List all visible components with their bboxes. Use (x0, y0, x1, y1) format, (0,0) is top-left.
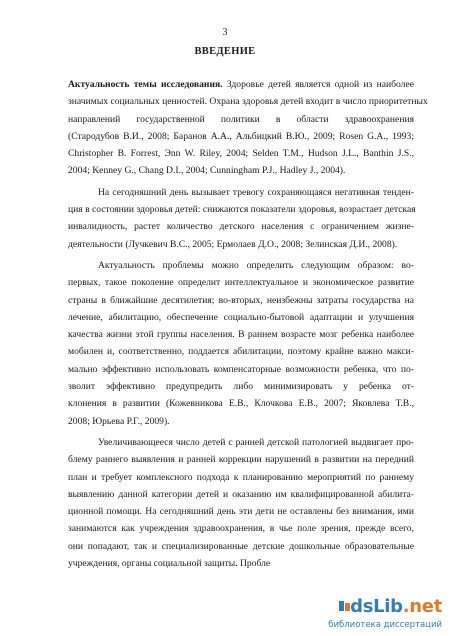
text-line: (Стародубов В.И., 2008; Баранов А.А., Альбицкий В.Ю., 2009; Rosen G.A., 1993; (68, 130, 414, 142)
text-line: блему раннего выявления и ранней коррекции нарушений в развитии на передний (68, 454, 414, 466)
lead-label: Актуальность темы исследования. (68, 79, 223, 90)
page-number: 3 (222, 27, 228, 38)
text-line-rest: Здоровье детей является одной из наиболее (222, 79, 414, 90)
paragraph (38, 257, 414, 430)
text-line: 2008; Юрьева Р.Г., 2009). (68, 415, 170, 427)
text-line: план и требует комплексного подхода к планированию мероприятий по раннему (68, 471, 414, 483)
paragraph (38, 184, 414, 253)
watermark-subtitle: библиотека диссертаций (328, 620, 442, 630)
text-line: Актуальность проблемы можно определить следующим образом: во- (98, 259, 414, 271)
text-line: клонения в развитии (Кожевникова Е.В., Клочкова Е.В., 2007; Яковлева Т.В., (68, 398, 414, 410)
text-line: инвалидность, растет количество детского населения с ограничением жизне- (68, 221, 414, 233)
text-line: первых, такое поколение определит интеллектуальное и экономическое развитие (68, 277, 414, 289)
text-line: На сегодняшний день вызывает тревогу сохраняющаяся негативная тенден- (98, 186, 414, 198)
text-line: ционной помощи. На сегодняшний день эти дети не оставлены без внимания, ими (68, 506, 414, 518)
text-line: значимых социальных ценностей. Охрана здоровья детей входит в число приоритетных (68, 96, 428, 108)
text-line: выявлению данной категории детей и оказанию им квалифицированной абилита- (68, 488, 414, 500)
text-line: качества жизни этой группы населения. В раннем возрасте мозг ребенка наиболее (68, 329, 414, 341)
watermark (330, 596, 442, 630)
text-line: мально эффективно использовать компенсаторные возможности ребенка, что по- (68, 363, 414, 375)
text-line: 2004; Kenney G., Chang D.I., 2004; Cunningham P.J., Hadley J., 2004). (68, 165, 346, 177)
text-line: направлений государственной политики в области здравоохранения (68, 113, 414, 125)
paragraph (38, 434, 414, 572)
text-line: Увеличивающееся число детей с ранней детской патологией выдвигает про- (98, 436, 414, 448)
text-line: зволит эффективно предупредить либо минимизировать у ребенка от- (68, 381, 414, 393)
body-text (38, 76, 428, 576)
watermark-logo-text: dsLib.net (350, 596, 442, 617)
text-line: занимаются как учреждения здравоохранения, в чье поле зрения, прежде всего, (68, 523, 414, 535)
text-line: страны в ближайшие десятилетия; во-вторых, неизбежны затраты государства на (68, 294, 414, 306)
text-line: ция в состоянии здоровья детей: снижаются показатели здоровья, возрастает детская (68, 204, 416, 216)
text-line: учреждения, органы социальной защиты. Пробле (68, 558, 271, 570)
text-line: Christopher B. Forrest, Эnn W. Riley, 2004; Selden T.M., Hudson J.L., Banthin J.S., (68, 148, 414, 160)
text-line: мобилен и, соответственно, поддается абилитации, поэтому крайне важно макси- (68, 346, 414, 358)
text-line: деятельности (Лучкевич В.С., 2005; Ермолаев Д.О., 2008; Зелинская Д.И., 2008). (68, 238, 398, 250)
paragraph (38, 76, 428, 180)
text-line (38, 76, 414, 93)
text-line: они попадают, так и специализированные детские дошкольные образовательные (68, 540, 414, 552)
text-line: лечение, абилитацию, обеспечение социально-бытовой адаптации и улучшения (68, 311, 414, 323)
section-heading: ВВЕДЕНИЕ (194, 46, 256, 57)
